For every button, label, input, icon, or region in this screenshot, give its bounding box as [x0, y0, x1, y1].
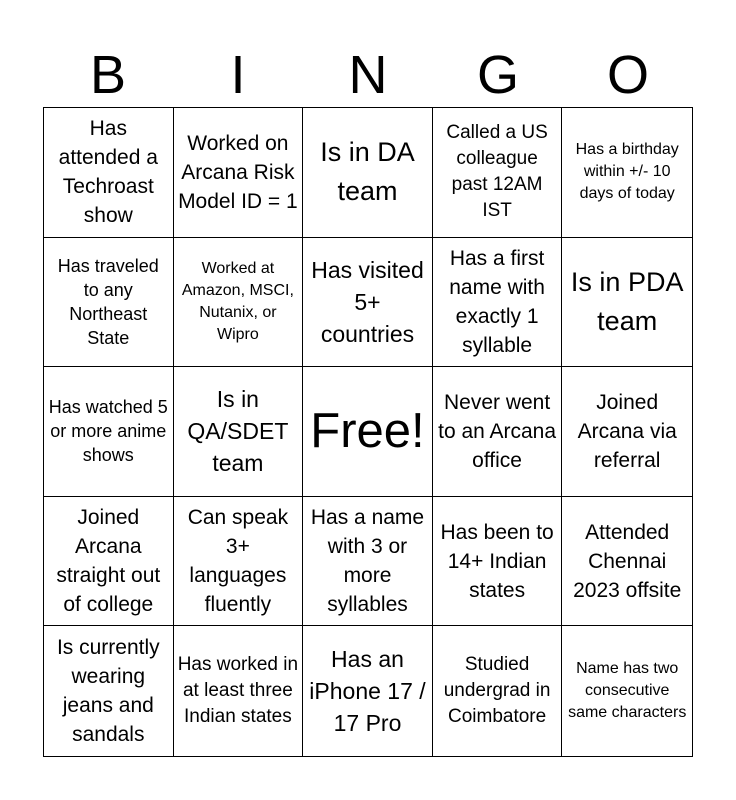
bingo-cell-text: Has traveled to any Northeast State [57, 255, 159, 348]
bingo-cell[interactable] [303, 108, 433, 238]
bingo-cell[interactable] [433, 497, 563, 627]
bingo-cell-text: Has visited 5+ countries [311, 256, 424, 347]
bingo-cell-text: Worked at Amazon, MSCI, Nutanix, or Wipro [181, 259, 294, 343]
header-letter-o: O [606, 45, 649, 105]
header-letter-b: B [89, 45, 127, 105]
bingo-cell-text: Worked on Arcana Risk Model ID = 1 [178, 131, 298, 213]
header-letter-g: G [476, 45, 519, 105]
bingo-cell[interactable] [174, 367, 304, 497]
header-letter-n: N [348, 45, 388, 105]
bingo-cell-text: Has an iPhone 17 / 17 Pro [309, 646, 426, 737]
bingo-cell[interactable] [303, 626, 433, 756]
bingo-cell-text: Has attended a Techroast show [58, 117, 158, 228]
bingo-cell-text: Has been to 14+ Indian states [440, 520, 554, 602]
bingo-cell-text: Has a birthday within +/- 10 days of today [575, 141, 679, 203]
bingo-cell-text: Free! [310, 404, 425, 459]
bingo-cell[interactable] [562, 626, 692, 756]
bingo-cell[interactable] [562, 108, 692, 238]
bingo-cell[interactable] [44, 367, 174, 497]
bingo-cell[interactable] [44, 497, 174, 627]
bingo-cell[interactable] [433, 626, 563, 756]
bingo-cell-text: Is in DA team [320, 137, 415, 207]
bingo-cell-text: Name has two consecutive same characters [568, 660, 687, 722]
bingo-cell[interactable] [303, 238, 433, 368]
bingo-cell[interactable] [44, 626, 174, 756]
bingo-cell-text: Is currently wearing jeans and sandals [56, 636, 160, 747]
bingo-cell[interactable] [562, 238, 692, 368]
bingo-cell[interactable] [562, 497, 692, 627]
bingo-cell[interactable] [174, 626, 304, 756]
bingo-cell[interactable] [174, 108, 304, 238]
bingo-header [43, 42, 693, 108]
bingo-cell[interactable] [174, 238, 304, 368]
bingo-cell-text: Attended Chennai 2023 offsite [573, 520, 682, 602]
bingo-cell-text: Has a name with 3 or more syllables [310, 506, 425, 617]
bingo-cell[interactable] [174, 497, 304, 627]
bingo-cell-free[interactable] [303, 367, 433, 497]
bingo-cell[interactable] [44, 238, 174, 368]
bingo-cell-text: Called a US colleague past 12AM IST [446, 122, 548, 222]
bingo-cell-text: Has watched 5 or more anime shows [48, 397, 168, 466]
bingo-cell[interactable] [433, 108, 563, 238]
bingo-cell-text: Studied undergrad in Coimbatore [443, 654, 551, 728]
bingo-cell-text: Is in PDA team [570, 266, 684, 336]
bingo-cell-text: Has worked in at least three Indian states [177, 654, 299, 728]
bingo-cell[interactable] [303, 497, 433, 627]
bingo-cell-text: Never went to an Arcana office [438, 390, 557, 472]
bingo-cell-text: Is in QA/SDET team [187, 386, 289, 477]
bingo-card [43, 107, 693, 757]
bingo-cell-text: Joined Arcana straight out of college [56, 506, 161, 617]
bingo-cell[interactable] [433, 238, 563, 368]
bingo-cell-text: Has a first name with exactly 1 syllable [449, 246, 545, 357]
bingo-cell[interactable] [44, 108, 174, 238]
bingo-cell-text: Can speak 3+ languages fluently [187, 506, 289, 617]
bingo-cell[interactable] [562, 367, 692, 497]
header-letter-i: I [230, 45, 246, 105]
bingo-cell-text: Joined Arcana via referral [577, 390, 677, 472]
bingo-cell[interactable] [433, 367, 563, 497]
